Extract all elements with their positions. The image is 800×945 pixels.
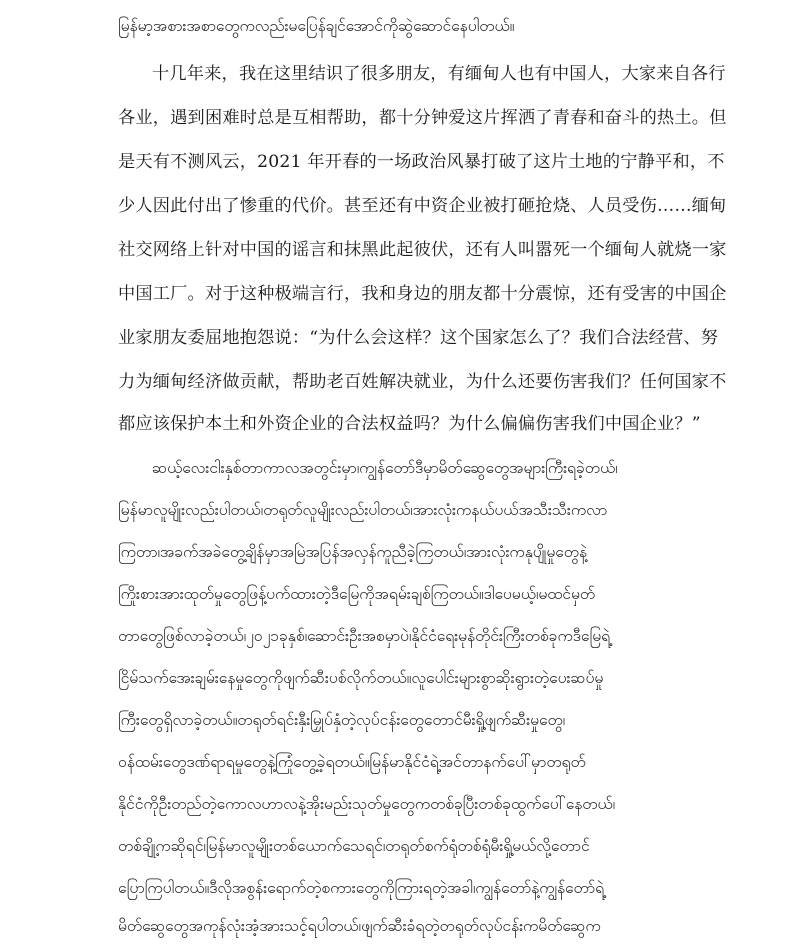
text-line-6: 社交网络上针对中国的谣言和抹黑此起彼伏，还有人叫嚣死一个缅甸人就烧一家 xyxy=(118,240,727,260)
text-line-21: ပြောကြပါတယ်။ဒီလိုအစွန်းရောက်တဲ့စကားတွေကိုကြားရတဲ့အခါ၊ကျွန်တော်နဲ့ကျွန်တော်ရဲ့ xyxy=(118,879,605,897)
text-line-18: ဝန်ထမ်းတွေဒဏ်ရာရမှုတွေနဲ့ကြုံတွေ့ခဲ့ရတယ်။မြန်မာနိုင်ငံရဲ့အင်တာနက်ပေါ်မှာတရုတ် xyxy=(118,753,586,771)
text-line-19: နိုင်ငံကိုဦးတည်တဲ့ကောလဟာလနဲ့အိုးမည်းသုတ်မှုတွေကတစ်ခုပြီးတစ်ခုထွက်ပေါ်နေတယ်၊ xyxy=(118,795,616,813)
text-line-7: 中国工厂。对于这种极端言行，我和身边的朋友都十分震惊，还有受害的中国企 xyxy=(118,284,727,304)
text-line-14: ကြိုးစားအားထုတ်မှုတွေဖြန့်ပက်ထားတဲ့ဒီမြေကိုအရမ်းချစ်ကြတယ်။ဒါပေမယ့်၊မထင်မှတ် xyxy=(118,585,596,603)
text-line-8: 业家朋友委屈地抱怨说：“为什么会这样？这个国家怎么了？我们合法经营、努 xyxy=(118,328,719,348)
text-line-2: 十几年来，我在这里结识了很多朋友，有缅甸人也有中国人，大家来自各行 xyxy=(152,64,726,84)
text-line-5: 少人因此付出了惨重的代价。甚至还有中资企业被打砸抢烧、人员受伤……缅甸 xyxy=(118,196,727,216)
text-line-22: မိတ်ဆွေတွေအကုန်လုံးအံ့အားသင့်ရပါတယ်၊ဖျက်ဆီးခံရတဲ့တရုတ်လုပ်ငန်းကမိတ်ဆွေက xyxy=(118,917,601,935)
text-line-13: ကြတာ၊အခက်အခဲတွေ့ချိန်မှာအမြဲအပြန်အလှန်ကူညီခဲ့ကြတယ်၊အားလုံးကနုပျိုမှုတွေနဲ့ xyxy=(118,543,587,561)
text-line-12: မြန်မာလူမျိုးလည်းပါတယ်၊တရုတ်လူမျိုးလည်းပါတယ်၊အားလုံးကနယ်ပယ်အသီးသီးကလာ xyxy=(118,501,608,519)
text-line-1: မြန်မာ့အစားအစာတွေကလည်းမပြေန်ချင်အောင်ကိုဆွဲဆောင်နေပါတယ်။ xyxy=(118,17,515,35)
text-line-10: 都应该保护本土和外资企业的合法权益吗？为什么偏偏伤害我们中国企业？” xyxy=(118,414,701,434)
text-line-11: ဆယ့်လေးငါးနှစ်တာကာလအတွင်းမှာ၊ကျွန်တော်ဒီမှာမိတ်ဆွေတွေအများကြီးရခဲ့တယ်၊ xyxy=(152,459,618,477)
text-line-4: 是天有不测风云，2021 年开春的一场政治风暴打破了这片土地的宁静平和，不 xyxy=(118,152,725,172)
text-line-9: 力为缅甸经济做贡献，帮助老百姓解决就业，为什么还要伤害我们？任何国家不 xyxy=(118,372,727,392)
text-line-20: တစ်ချို့ကဆိုရင်၊မြန်မာလူမျိုးတစ်ယောက်သေရင်၊တရုတ်စက်ရုံတစ်ရုံမီးရှို့မယ်လို့တောင် xyxy=(118,837,590,855)
text-line-16: ငြိမ်သက်အေးချမ်းနေမှုတွေကိုဖျက်ဆီးပစ်လိုက်တယ်။လူပေါင်းများစွာဆိုးရွားတဲ့ပေးဆပ်မှု xyxy=(118,669,604,687)
text-line-17: ကြီးတွေရှိလာခဲ့တယ်။တရုတ်ရင်းနှီးမြှုပ်နှံတဲ့လုပ်ငန်းတွေတောင်မီးရှို့ဖျက်ဆီးမှုတွေ၊ xyxy=(118,711,566,729)
text-line-15: တာတွေဖြစ်လာခဲ့တယ်၊၂၀၂၁ခုနှစ်၊ဆောင်းဦးအစမှာပဲ၊နိုင်ငံရေးမုန်တိုင်းကြီးတစ်ခုကဒီမြေရဲ့ xyxy=(118,627,611,645)
text-line-3: 各业，遇到困难时总是互相帮助，都十分钟爱这片挥洒了青春和奋斗的热土。但 xyxy=(118,108,727,128)
